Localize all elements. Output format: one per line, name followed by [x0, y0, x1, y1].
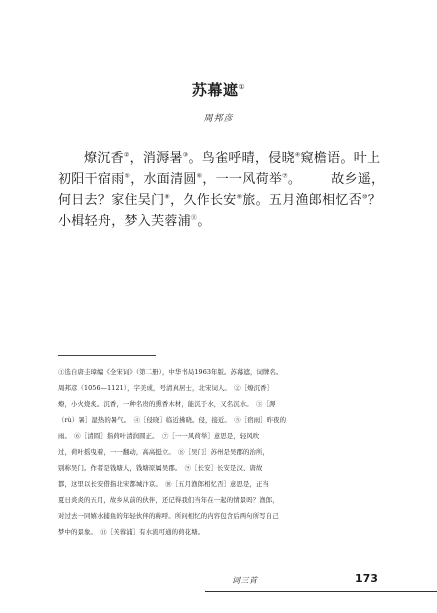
footnote-mark: ⑥	[196, 172, 203, 180]
poem-text: 初阳干宿雨	[58, 172, 125, 187]
poem-author: 周邦彦	[203, 114, 234, 124]
footer-section-title: 词三首	[232, 576, 258, 585]
footnote-mark: ②	[123, 151, 130, 159]
poem-text: ？	[367, 193, 381, 208]
footnote-line: 雨。 ⑥［清圆］指荷叶清润圆正。 ⑦［一一风荷举］意思是，轻风吹	[58, 432, 260, 440]
footnote-line: 过，荷叶摇曳着，一一翻动，高高挺立。 ⑧［吴门］苏州是吴郡的治所，	[58, 448, 269, 456]
footnote-mark: ④	[294, 151, 301, 159]
footnote-line: 梦中的景象。 ⑪［芙蓉浦］有水流可通的荷花塘。	[58, 528, 205, 536]
footnote-line: 别称吴门。作者是钱塘人，钱塘原属吴郡。 ⑨［长安］长安是汉、唐故	[58, 464, 263, 472]
poem-line	[58, 211, 408, 232]
footnote-mark: ⑦	[282, 172, 288, 180]
poem-text: 窥檐语。叶上	[300, 151, 381, 166]
poem-text: 燎沉香	[84, 151, 124, 166]
footnote-divider	[58, 355, 156, 356]
poem-text: 旅。五月渔郎相忆否	[242, 193, 362, 208]
footnote-mark: ⑧	[164, 193, 171, 201]
footnote-mark: ⑤	[124, 172, 131, 180]
poem-title-text: 苏幕遮	[191, 81, 239, 99]
poem-text: 。	[287, 172, 302, 187]
footnote-line: ①选自唐圭璋编《全宋词》（第二册），中华书局1963年版。苏幕遮，词牌名。	[58, 368, 283, 376]
poem-text: ，水面清圆	[130, 172, 197, 187]
footnote-line: （rù）暑］湿热的暑气。 ④［侵晓］临近拂晓。侵，接近。 ⑤［宿雨］昨夜的	[58, 416, 287, 424]
poem-text: ，一一风荷举	[202, 172, 283, 187]
poem-body	[58, 148, 408, 232]
footnotes	[58, 364, 380, 540]
poem-text: 故乡遥，	[331, 172, 385, 187]
footnote-mark: ⑪	[191, 214, 198, 222]
footer-rule	[205, 591, 437, 592]
footnote-mark: ⑩	[362, 193, 368, 201]
page-number: 173	[355, 572, 378, 585]
poem-text: ，消溽暑	[129, 151, 183, 166]
poem-title	[0, 79, 437, 100]
footnote-line: 都，这里以长安借指北宋都城汴京。 ⑩［五月渔郎相忆否］意思是，正当	[58, 480, 269, 488]
poem-line	[58, 169, 408, 190]
footnote-line: 对过去一同嬉水捕鱼的年轻伙伴的称呼。所问相忆的内容包含后两句所写自己	[58, 512, 279, 520]
footnote-line: 燎，小火烧炙。沉香，一种名贵的熏香木材，能沉于水，又名沉水。 ③［溽	[58, 400, 276, 408]
footnote-mark: ③	[182, 151, 189, 159]
footnote-line: 周邦彦（1056—1121），字美成，号清真居士，北宋词人。 ②［燎沉香］	[58, 384, 274, 392]
poem-text: 。鸟雀呼晴，侵晓	[188, 151, 295, 166]
poem-text: ，久作长安	[170, 193, 237, 208]
footnote-mark: ⑨	[236, 193, 243, 201]
poem-line	[58, 148, 408, 169]
poem-line	[58, 190, 408, 211]
poem-text: 何日去？家住吴门	[58, 193, 165, 208]
footnote-line: 夏日炎炎的五月，故乡从前的伙伴，还记得我们当年在一起的情景吗？渔郎，	[58, 496, 279, 504]
poem-text: 。	[197, 214, 211, 229]
title-note-mark: ①	[238, 83, 246, 91]
poem-text: 小楫轻舟，梦入芙蓉浦	[58, 214, 192, 229]
